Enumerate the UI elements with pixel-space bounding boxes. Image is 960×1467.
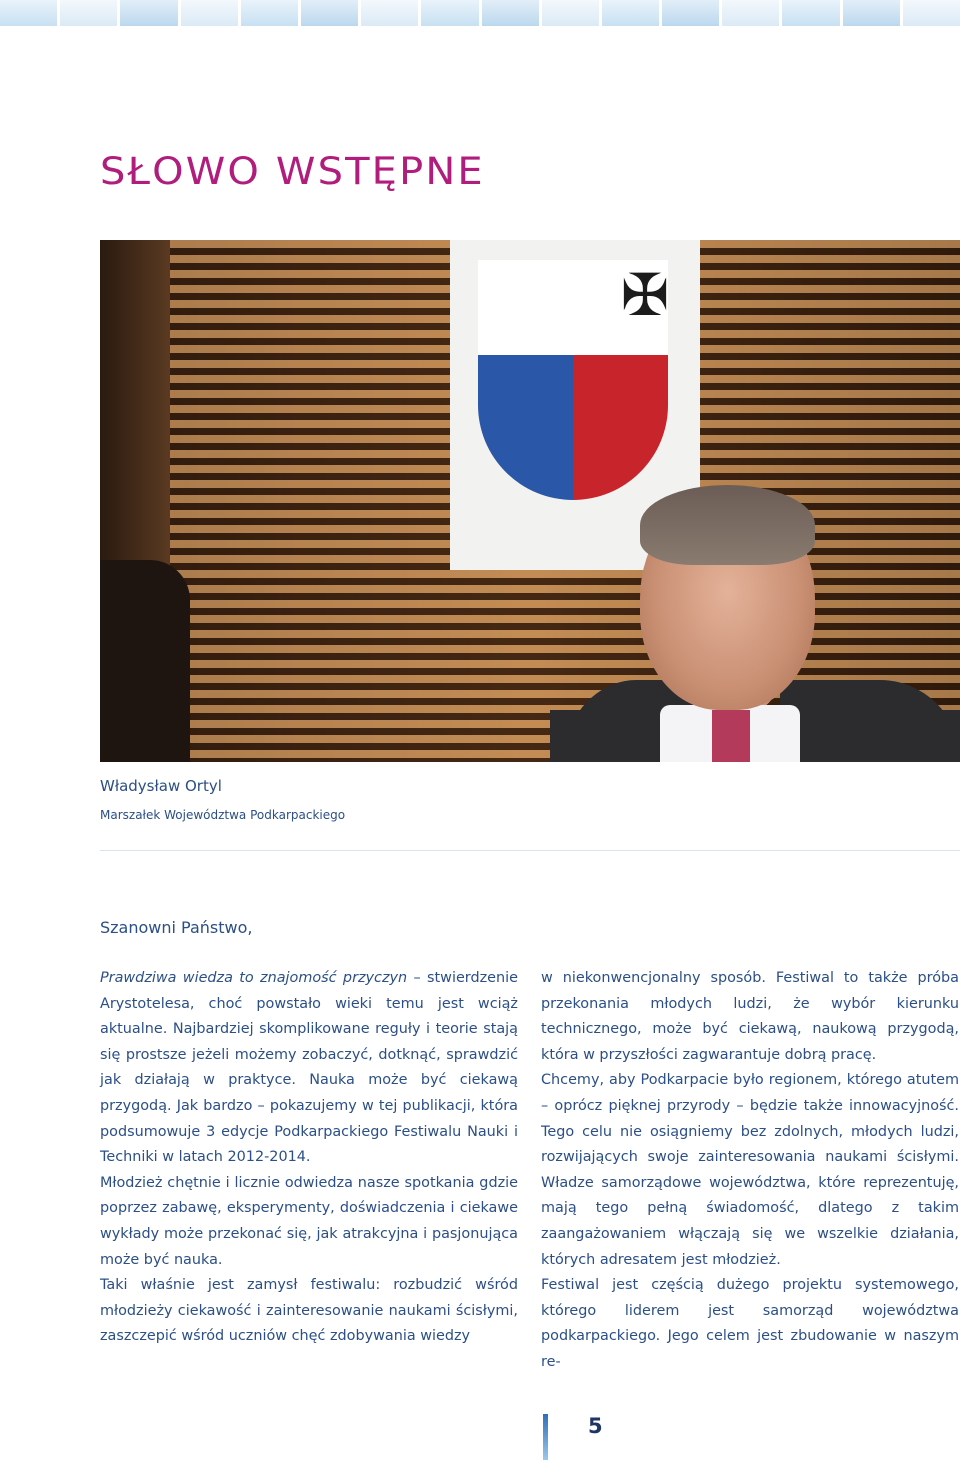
header-tile	[482, 0, 539, 26]
person-name: Władysław Ortyl	[100, 777, 222, 795]
letter-greeting: Szanowni Państwo,	[100, 918, 253, 937]
header-tile	[903, 0, 960, 26]
text-column-left	[100, 966, 518, 1350]
page-title: SŁOWO WSTĘPNE	[100, 150, 485, 193]
header-tile	[241, 0, 298, 26]
quote: Prawdziwa wiedza to znajomość przyczyn	[100, 970, 408, 986]
page-number: 5	[588, 1414, 603, 1438]
office-chair	[100, 560, 190, 762]
paragraph: Młodzież chętnie i licznie odwiedza nasze spotkania gdzie poprzez zabawę, eksperymenty, doświadczenia i ciekawe wykłady może przekonać się, jak atrakcyjna i pasjonująca może być nauka.	[100, 1174, 518, 1268]
paragraph: Festiwal jest częścią dużego projektu systemowego, którego liderem jest samorząd województwa podkarpackiego. Jego celem jest zbudowanie w naszym re-	[541, 1277, 959, 1370]
header-tile	[0, 0, 57, 26]
header-tile	[722, 0, 779, 26]
paragraph: w niekonwencjonalny sposób. Festiwal to także próba przekonania młodych ludzi, że wybór kierunku technicznego, może być ciekawą, naukową przygodą, która w przyszłości zagwarantuje dobrą pracę.	[541, 970, 959, 1063]
text-column-right	[541, 966, 959, 1376]
header-tile	[782, 0, 839, 26]
person-hair	[640, 485, 815, 565]
paragraph	[100, 966, 518, 1171]
header-tile	[181, 0, 238, 26]
header-tile	[843, 0, 900, 26]
header-tile	[120, 0, 177, 26]
decorative-header-strip	[0, 0, 960, 26]
paragraph: Chcemy, aby Podkarpacie było regionem, którego atutem – oprócz pięknej przyrody – będzie także innowacyjność. Tego celu nie osiągniemy bez zdolnych, młodych ludzi, rozwijających swoje zainteresowania naukami ścisłymi. Władze samorządowe województwa, które reprezentuję, mają tego pełną świadomość, dlatego z takim zaangażowaniem włączają się we wszelkie działania, których adresatem jest młodzież.	[541, 1072, 959, 1268]
paragraph: Taki właśnie jest zamysł festiwalu: rozbudzić wśród młodzieży ciekawość i zainteresowanie naukami ścisłymi, zaszczepić wśród uczniów chęć zdobywania wiedzy	[100, 1277, 518, 1345]
header-tile	[421, 0, 478, 26]
portrait-photo	[100, 240, 960, 762]
person-role: Marszałek Województwa Podkarpackiego	[100, 808, 346, 822]
tie	[712, 710, 750, 762]
paragraph-text: – stwierdzenie Arystotelesa, choć powstało wieki temu jest wciąż aktualne. Najbardziej skomplikowane reguły i teorie stają się prostsze jeżeli możemy zobaczyć, dotknąć, sprawdzić jak działają w praktyce. Nauka może być ciekawą przygodą. Jak bardzo – pokazujemy w tej publikacji, która podsumowuje 3 edycje Podkarpackiego Festiwalu Nauki i Techniki w latach 2012-2014.	[100, 970, 518, 1166]
header-tile	[602, 0, 659, 26]
header-tile	[542, 0, 599, 26]
header-tile	[361, 0, 418, 26]
header-tile	[60, 0, 117, 26]
header-tile	[301, 0, 358, 26]
divider	[100, 850, 960, 851]
page-number-mark	[543, 1414, 548, 1460]
header-tile	[662, 0, 719, 26]
cross-icon: ✠	[620, 261, 670, 329]
